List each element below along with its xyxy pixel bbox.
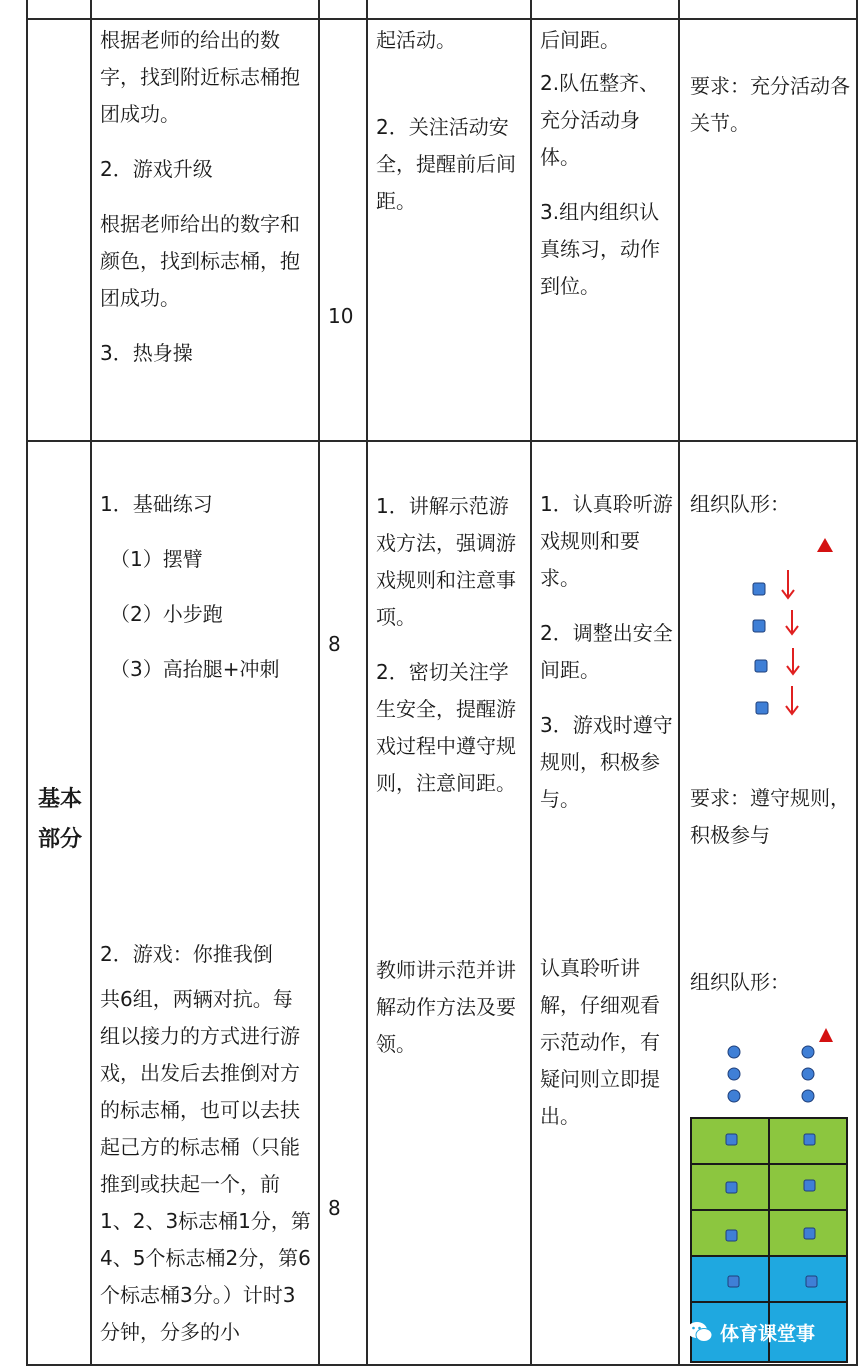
- top-student-cell: [540, 22, 674, 305]
- col-divider-3: [366, 0, 368, 1366]
- col-divider-1: [90, 0, 92, 1366]
- org1-requirement: 要求：遵守规则，积极参与: [690, 786, 850, 847]
- arrow-down-icon: [787, 648, 799, 674]
- arrow-down-icon: [786, 686, 798, 714]
- basic-teacher-cell-1: [376, 488, 524, 802]
- top-content-line: 根据老师的给出的数字，找到附近标志桶抱团成功。: [100, 28, 300, 126]
- top-student-line: 3.组内组织认真练习，动作到位。: [540, 200, 660, 298]
- student-marker-icon: [753, 620, 765, 632]
- section-basic-label: 基本部分: [37, 787, 82, 852]
- basic-student-line: 3．游戏时遵守规则，积极参与。: [540, 713, 673, 811]
- basic-student-line: 1．认真聆听游戏规则和要求。: [540, 492, 673, 590]
- basic-content-line: 2．游戏：你推我倒: [100, 942, 273, 966]
- teacher-triangle-icon: [819, 1028, 833, 1042]
- basic-teacher-line: 教师讲示范并讲解动作方法及要领。: [376, 958, 516, 1056]
- row-divider-top: [26, 18, 858, 20]
- student-circles-right: [802, 1046, 814, 1102]
- basic-content-part1: [100, 486, 312, 688]
- col-divider-5: [678, 0, 680, 1366]
- arrow-down-icon: [782, 570, 794, 598]
- row-divider-mid: [26, 440, 858, 442]
- formation-diagram-1: [740, 530, 840, 720]
- org2-title: 组织队形：: [690, 970, 790, 994]
- org1-title: 组织队形：: [690, 492, 790, 516]
- basic-teacher-cell-2: [376, 952, 524, 1063]
- teacher-triangle-icon: [817, 538, 833, 552]
- basic-student-cell-1: [540, 486, 674, 818]
- top-teacher-line: 起活动。: [376, 28, 456, 52]
- table-border-right: [856, 0, 858, 1366]
- student-circles-left: [728, 1046, 740, 1102]
- student-marker-icon: [753, 583, 765, 595]
- basic-time-1: 8: [328, 632, 341, 656]
- student-marker-icon: [756, 702, 768, 714]
- basic-content-line: （1）摆臂: [110, 547, 203, 571]
- basic-teacher-line: 2．密切关注学生安全，提醒游戏过程中遵守规则，注意间距。: [376, 660, 516, 795]
- row-divider-bottom: [26, 1364, 858, 1366]
- basic-content-line: 共6组，两辆对抗。每组以接力的方式进行游戏，出发后去推倒对方的标志桶，也可以去扶起己方的标志桶（只能推到或扶起一个，前1、2、3标志桶1分，第4、5个标志桶2分，第6个标志桶3分。）计时3分钟，分多的小: [100, 987, 311, 1344]
- top-content-cell: [100, 22, 312, 372]
- org2-title-cell: [690, 964, 850, 1001]
- wechat-watermark: [686, 1314, 856, 1350]
- top-content-line: 2．游戏升级: [100, 157, 213, 181]
- student-marker-icon: [755, 660, 767, 672]
- basic-student-cell-2: [540, 950, 674, 1135]
- table-border-left: [26, 0, 28, 1366]
- top-content-line: 3．热身操: [100, 341, 193, 365]
- basic-content-part2: [100, 936, 312, 1351]
- org1-req-cell: [690, 780, 850, 854]
- top-content-line: 根据老师给出的数字和颜色，找到标志桶，抱团成功。: [100, 212, 300, 310]
- formation-diagram-2: [688, 1022, 852, 1364]
- basic-content-line: （3）高抬腿+冲刺: [110, 657, 280, 681]
- basic-content-line: （2）小步跑: [110, 602, 223, 626]
- top-teacher-cell: [376, 22, 524, 220]
- col-divider-2: [318, 0, 320, 1366]
- basic-content-line: 1．基础练习: [100, 492, 213, 516]
- top-org-cell: [690, 68, 850, 142]
- top-student-line: 后间距。: [540, 28, 620, 52]
- org1-title-cell: [690, 486, 850, 523]
- basic-student-line: 2．调整出安全间距。: [540, 621, 673, 682]
- watermark-text: 体育课堂事: [720, 1322, 816, 1345]
- top-teacher-line: 2．关注活动安全，提醒前后间距。: [376, 115, 516, 213]
- top-org-requirement: 要求：充分活动各关节。: [690, 74, 850, 135]
- top-time: 10: [328, 304, 354, 328]
- basic-time-2: 8: [328, 1196, 341, 1220]
- basic-student-line: 认真聆听讲解，仔细观看示范动作，有疑问则立即提出。: [540, 956, 660, 1128]
- basic-teacher-line: 1．讲解示范游戏方法，强调游戏规则和注意事项。: [376, 494, 516, 629]
- wechat-icon: [686, 1320, 714, 1344]
- arrow-down-icon: [786, 610, 798, 634]
- col-divider-4: [530, 0, 532, 1366]
- top-student-line: 2.队伍整齐、充分活动身体。: [540, 71, 660, 169]
